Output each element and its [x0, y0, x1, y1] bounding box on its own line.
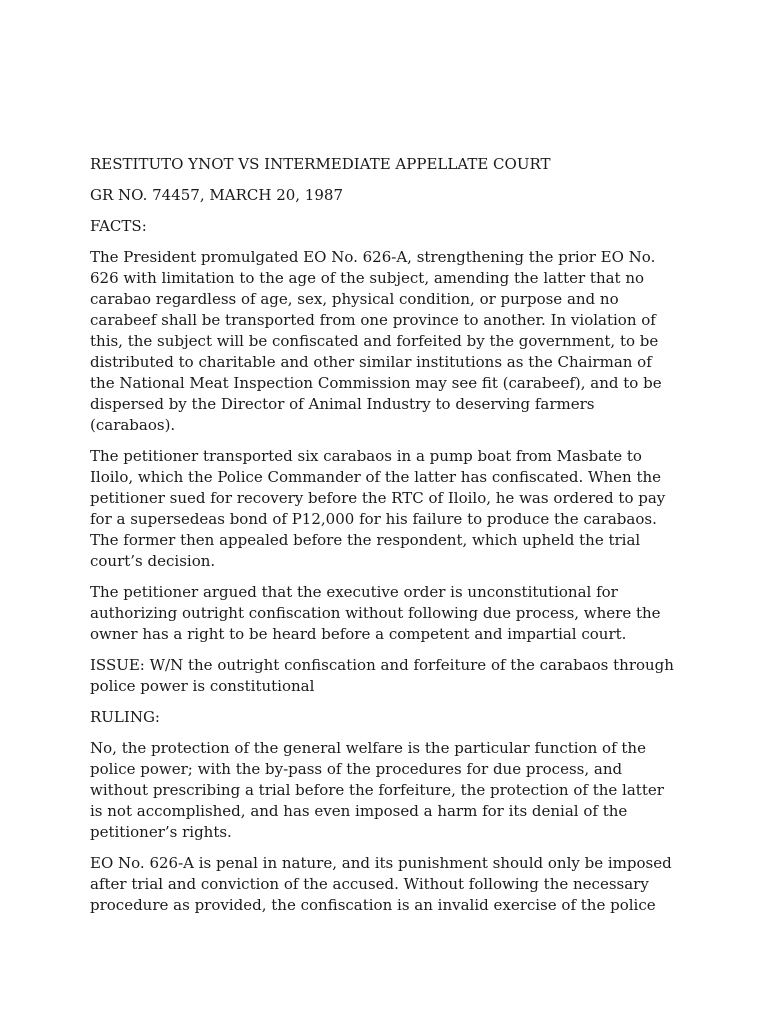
text-line: No, the protection of the general welfare is the particular function of the — [90, 739, 646, 757]
ruling-paragraph-1 — [90, 738, 690, 843]
case-number — [90, 185, 690, 206]
text-line: the National Meat Inspection Commission may see fit (carabeef), and to be — [90, 374, 662, 392]
text-line: Iloilo, which the Police Commander of the latter has confiscated. When the — [90, 468, 662, 486]
ruling-heading-text: RULING: — [90, 708, 160, 726]
text-line: carabao regardless of age, sex, physical condition, or purpose and no — [90, 290, 619, 308]
facts-paragraph-3 — [90, 582, 690, 645]
facts-heading-text: FACTS: — [90, 217, 147, 235]
ruling-heading — [90, 707, 690, 728]
ruling-paragraph-2 — [90, 853, 690, 916]
text-line: police power; with the by-pass of the procedures for due process, and — [90, 760, 623, 778]
case-title — [90, 154, 690, 175]
text-line: petitioner’s rights. — [90, 823, 232, 841]
issue-paragraph — [90, 655, 690, 697]
text-line: The former then appealed before the respondent, which upheld the trial — [90, 531, 641, 549]
case-number-text: GR NO. 74457, MARCH 20, 1987 — [90, 186, 343, 204]
text-line: EO No. 626-A is penal in nature, and its punishment should only be imposed — [90, 854, 672, 872]
text-line: petitioner sued for recovery before the RTC of Iloilo, he was ordered to pay — [90, 489, 666, 507]
facts-paragraph-1 — [90, 247, 690, 436]
text-line: The President promulgated EO No. 626-A, strengthening the prior EO No. — [90, 248, 656, 266]
case-title-text: RESTITUTO YNOT VS INTERMEDIATE APPELLATE COURT — [90, 155, 551, 173]
text-line: after trial and conviction of the accused. Without following the necessary — [90, 875, 649, 893]
text-line: 626 with limitation to the age of the subject, amending the latter that no — [90, 269, 645, 287]
text-line: (carabaos). — [90, 416, 176, 434]
facts-heading — [90, 216, 690, 237]
text-line: The petitioner transported six carabaos in a pump boat from Masbate to — [90, 447, 642, 465]
text-line: this, the subject will be confiscated and forfeited by the government, to be — [90, 332, 659, 350]
text-line: authorizing outright confiscation without following due process, where the — [90, 604, 661, 622]
text-line: owner has a right to be heard before a competent and impartial court. — [90, 625, 627, 643]
text-line: police power is constitutional — [90, 677, 315, 695]
text-line: is not accomplished, and has even imposed a harm for its denial of the — [90, 802, 628, 820]
text-line: dispersed by the Director of Animal Industry to deserving farmers — [90, 395, 595, 413]
document-page — [90, 154, 690, 926]
text-line: for a supersedeas bond of P12,000 for his failure to produce the carabaos. — [90, 510, 657, 528]
text-line: carabeef shall be transported from one province to another. In violation of — [90, 311, 656, 329]
text-line: without prescribing a trial before the forfeiture, the protection of the latter — [90, 781, 664, 799]
text-line: ISSUE: W/N the outright confiscation and forfeiture of the carabaos through — [90, 656, 674, 674]
text-line: court’s decision. — [90, 552, 216, 570]
text-line: procedure as provided, the confiscation is an invalid exercise of the police — [90, 896, 656, 914]
text-line: distributed to charitable and other similar institutions as the Chairman of — [90, 353, 652, 371]
text-line: The petitioner argued that the executive order is unconstitutional for — [90, 583, 618, 601]
facts-paragraph-2 — [90, 446, 690, 572]
